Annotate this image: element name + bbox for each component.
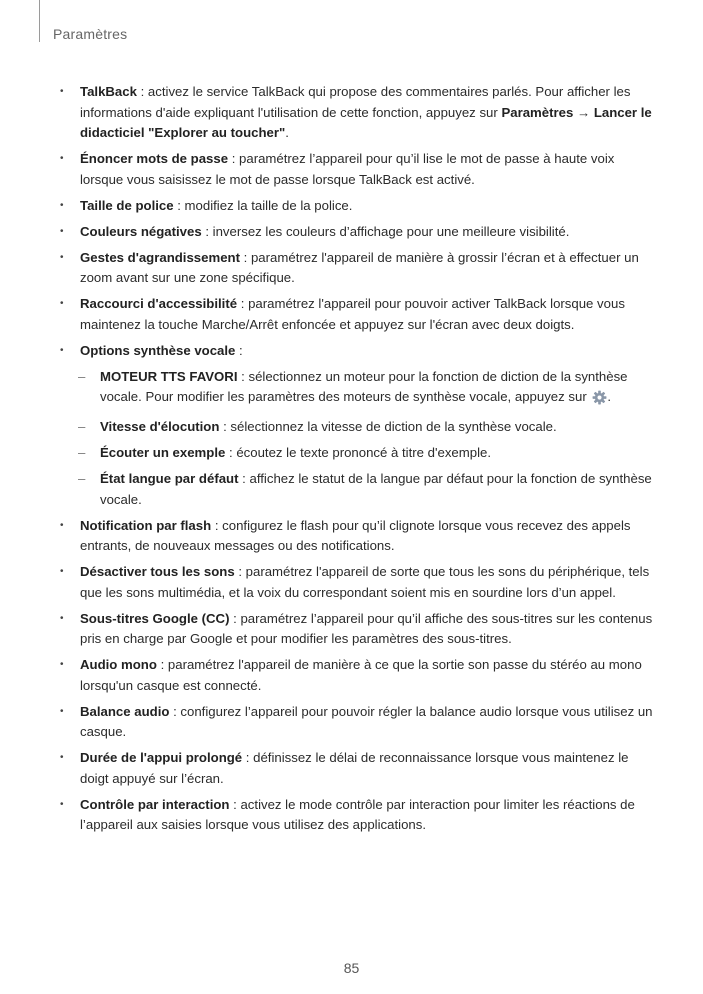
list-item-speak-passwords (60, 149, 655, 190)
item-term: Énoncer mots de passe (80, 151, 229, 166)
sub-item-default-language-status (60, 469, 655, 510)
item-desc: : inversez les couleurs d’affichage pour une meilleure visibilité. (201, 223, 570, 239)
item-desc: : configurez le flash pour qu’il clignote lorsque vous recevez des appels entrants, de nouveaux messages ou des notifications. (80, 517, 631, 553)
page-number: 85 (343, 960, 360, 976)
path-settings: Paramètres (501, 104, 574, 120)
sub-term: Vitesse d'élocution (100, 419, 220, 434)
sub-desc: : écoutez le texte prononcé à titre d'exemple. (225, 445, 492, 460)
sub-item-preferred-tts-engine (60, 367, 655, 412)
sub-item-speech-rate (60, 417, 655, 438)
path-tutorial: Lancer le didacticiel "Explorer au toucher" (80, 104, 652, 140)
item-term: Couleurs négatives (80, 223, 202, 239)
list-item-negative-colors (60, 222, 655, 243)
item-term: Gestes d'agrandissement (80, 249, 240, 265)
sub-item-listen-example (60, 443, 655, 464)
list-item-interaction-control (60, 795, 655, 836)
item-desc: : configurez l’appareil pour pouvoir régler la balance audio lorsque vous utilisez un casque. (80, 703, 653, 739)
item-desc: : activez le service TalkBack qui propose des commentaires parlés. Pour afficher les informations d'aide expliquant l'utilisation de cette fonction, appuyez sur (80, 84, 631, 120)
item-term: Balance audio (80, 703, 170, 719)
sub-desc: : sélectionnez la vitesse de diction de la synthèse vocale. (219, 419, 557, 434)
sub-term: MOTEUR TTS FAVORI (100, 368, 238, 384)
item-term: Options synthèse vocale (80, 342, 236, 358)
item-desc: : (235, 342, 243, 358)
arrow: → (573, 104, 594, 120)
sub-desc: : affichez le statut de la langue par défaut pour la fonction de synthèse vocale. (100, 471, 652, 507)
item-desc: : paramétrez l'appareil de manière à grossir l’écran et à effectuer un zoom avant sur une zone spécifique. (80, 249, 639, 285)
list-item-tap-and-hold-delay (60, 748, 655, 789)
list-item-mono-audio (60, 655, 655, 696)
item-term: Désactiver tous les sons (80, 564, 235, 579)
item-desc: : paramétrez l’appareil pour qu’il lise le mot de passe à haute voix lorsque vous saisissez le mot de passe lorsque TalkBack est activé. (80, 151, 615, 187)
item-desc: : paramétrez l'appareil de sorte que tous les sons du périphérique, tels que les sons multimédia, et la voix du correspondant soient mis en sourdine lors d’un appel. (80, 564, 650, 600)
sub-term: État langue par défaut (100, 471, 239, 486)
sub-term: Écouter un exemple (100, 445, 226, 460)
list-item-accessibility-shortcut (60, 294, 655, 335)
item-term: Raccourci d'accessibilité (80, 296, 238, 311)
page-header-title: Paramètres (53, 26, 128, 42)
list-item-flash-notification (60, 516, 655, 557)
settings-description-list (60, 82, 655, 841)
item-term: Sous-titres Google (CC) (80, 610, 230, 626)
item-term: Audio mono (80, 657, 157, 672)
item-desc: : définissez le délai de reconnaissance lorsque vous maintenez le doigt appuyé sur l’écran. (80, 750, 629, 786)
item-desc: : paramétrez l'appareil pour pouvoir activer TalkBack lorsque vous maintenez la touche Marche/Arrêt enfoncée et appuyez sur l'écran avec deux doigts. (80, 296, 625, 332)
list-item-tts-options (60, 341, 655, 362)
item-term: Taille de police (80, 197, 174, 213)
item-term: Durée de l'appui prolongé (80, 750, 243, 765)
item-desc: : paramétrez l'appareil de manière à ce que la sortie son passe du stéréo au mono lorsqu'un casque est connecté. (80, 657, 642, 693)
header-rule (39, 0, 40, 42)
sub-end: . (607, 389, 612, 404)
list-item-turn-off-all-sounds (60, 562, 655, 603)
sub-desc: : sélectionnez un moteur pour la fonction de diction de la synthèse vocale. Pour modifier les paramètres des moteurs de synthèse vocale, appuyez sur (100, 368, 628, 404)
item-term: TalkBack (80, 84, 137, 99)
list-item-audio-balance (60, 702, 655, 743)
item-end: . (285, 125, 289, 140)
list-item-font-size (60, 196, 655, 217)
list-item-talkback (60, 82, 655, 144)
item-term: Contrôle par interaction (80, 796, 230, 812)
item-term: Notification par flash (80, 517, 212, 533)
gear-icon (592, 390, 607, 412)
item-desc: : activez le mode contrôle par interaction pour limiter les réactions de l’appareil aux saisies lorsque vous utilisez des applications. (80, 796, 635, 832)
list-item-magnification-gestures (60, 248, 655, 289)
item-desc: : modifiez la taille de la police. (173, 197, 353, 213)
item-desc: : paramétrez l’appareil pour qu’il affiche des sous-titres sur les contenus pris en charge par Google et pour modifier les paramètres des sous-titres. (80, 610, 653, 646)
list-item-google-subtitles (60, 609, 655, 650)
